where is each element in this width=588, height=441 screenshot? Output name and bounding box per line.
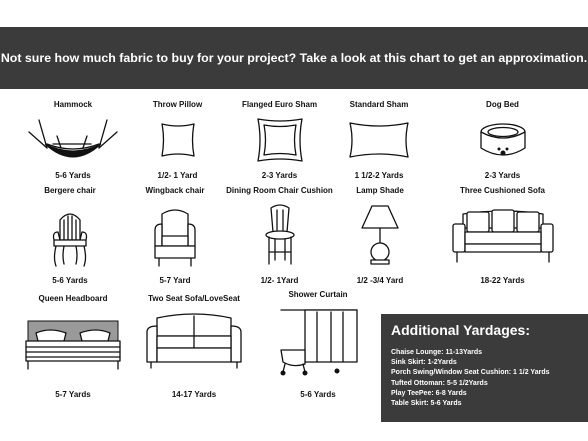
loveseat-icon: [145, 310, 243, 370]
item-title: Flanged Euro Sham: [241, 100, 318, 109]
shower-curtain-icon: [277, 306, 359, 376]
item-title: Wingback chair: [145, 186, 205, 195]
item-title: Standard Sham: [349, 100, 409, 109]
item-qty: 1 1/2-2 Yards: [354, 171, 404, 180]
item-euro-sham: [232, 100, 327, 185]
list-item: Porch Swing/Window Seat Cushion: 1 1/2 Yards: [391, 369, 550, 377]
item-qty: 14-17 Yards: [171, 390, 217, 399]
dining-chair-icon: [263, 202, 297, 266]
item-title: Throw Pillow: [152, 100, 203, 109]
three-cushion-sofa-icon: [451, 206, 555, 264]
item-qty: 5-7 Yards: [55, 390, 91, 399]
item-title: Bergere chair: [44, 186, 96, 195]
item-qty: 5-6 Yards: [300, 390, 336, 399]
item-qty: 2-3 Yards: [484, 171, 521, 180]
wingback-chair-icon: [152, 206, 198, 268]
item-qty: 18-22 Yards: [480, 276, 525, 285]
list-item: Table Skirt: 5-6 Yards: [391, 400, 462, 408]
item-qty: 1/2- 1 Yard: [157, 171, 198, 180]
item-title: Lamp Shade: [356, 186, 404, 195]
item-queen-headboard: [18, 294, 128, 404]
item-qty: 2-3 Yards: [261, 171, 298, 180]
item-title: Shower Curtain: [288, 290, 348, 299]
additional-yardages-title: Additional Yardages:: [391, 322, 530, 338]
standard-sham-icon: [347, 119, 411, 161]
item-qty: 5-6 Yards: [52, 276, 88, 285]
list-item: Play TeePee: 6-8 Yards: [391, 389, 467, 397]
item-title: Queen Headboard: [38, 294, 108, 303]
hammock-icon: [25, 114, 121, 166]
item-throw-pillow: [135, 100, 220, 185]
list-item: Chaise Lounge: 11-13Yards: [391, 349, 483, 356]
item-loveseat: [138, 294, 250, 404]
item-wingback-chair: [130, 186, 220, 286]
queen-bed-icon: [22, 319, 124, 371]
item-title: Dining Room Chair Cushion: [226, 186, 333, 195]
list-item: Tufted Ottoman: 5-5 1/2Yards: [391, 379, 488, 387]
dog-bed-icon: [475, 118, 531, 164]
throw-pillow-icon: [158, 120, 198, 160]
lamp-shade-icon: [358, 204, 402, 266]
item-dining-cushion: [222, 186, 337, 286]
item-title: Two Seat Sofa/LoveSeat: [148, 294, 240, 303]
item-qty: 1/2 -3/4 Yard: [356, 276, 404, 285]
item-title: Hammock: [53, 100, 93, 109]
item-qty: 1/2- 1Yard: [260, 276, 299, 285]
bergere-chair-icon: [50, 210, 90, 268]
item-bergere-chair: [20, 186, 120, 286]
item-lamp-shade: [340, 186, 420, 286]
additional-yardages-list: [391, 348, 550, 409]
item-standard-sham: [334, 100, 424, 185]
list-item: Sink Skirt: 1-2Yards: [391, 359, 457, 367]
item-title: Dog Bed: [486, 100, 519, 109]
item-three-cushion-sofa: [445, 186, 560, 286]
euro-sham-icon: [256, 117, 304, 163]
item-title: Three Cushioned Sofa: [460, 186, 545, 195]
item-hammock: [18, 100, 128, 185]
item-qty: 5-7 Yard: [159, 276, 191, 285]
item-shower-curtain: [268, 290, 368, 404]
item-qty: 5-6 Yards: [55, 171, 91, 180]
banner-text: Not sure how much fabric to buy for your project? Take a look at this chart to get an approximation.: [0, 51, 588, 65]
item-dog-bed: [455, 100, 550, 185]
header-banner: [0, 27, 588, 89]
additional-yardages-panel: [381, 314, 588, 422]
